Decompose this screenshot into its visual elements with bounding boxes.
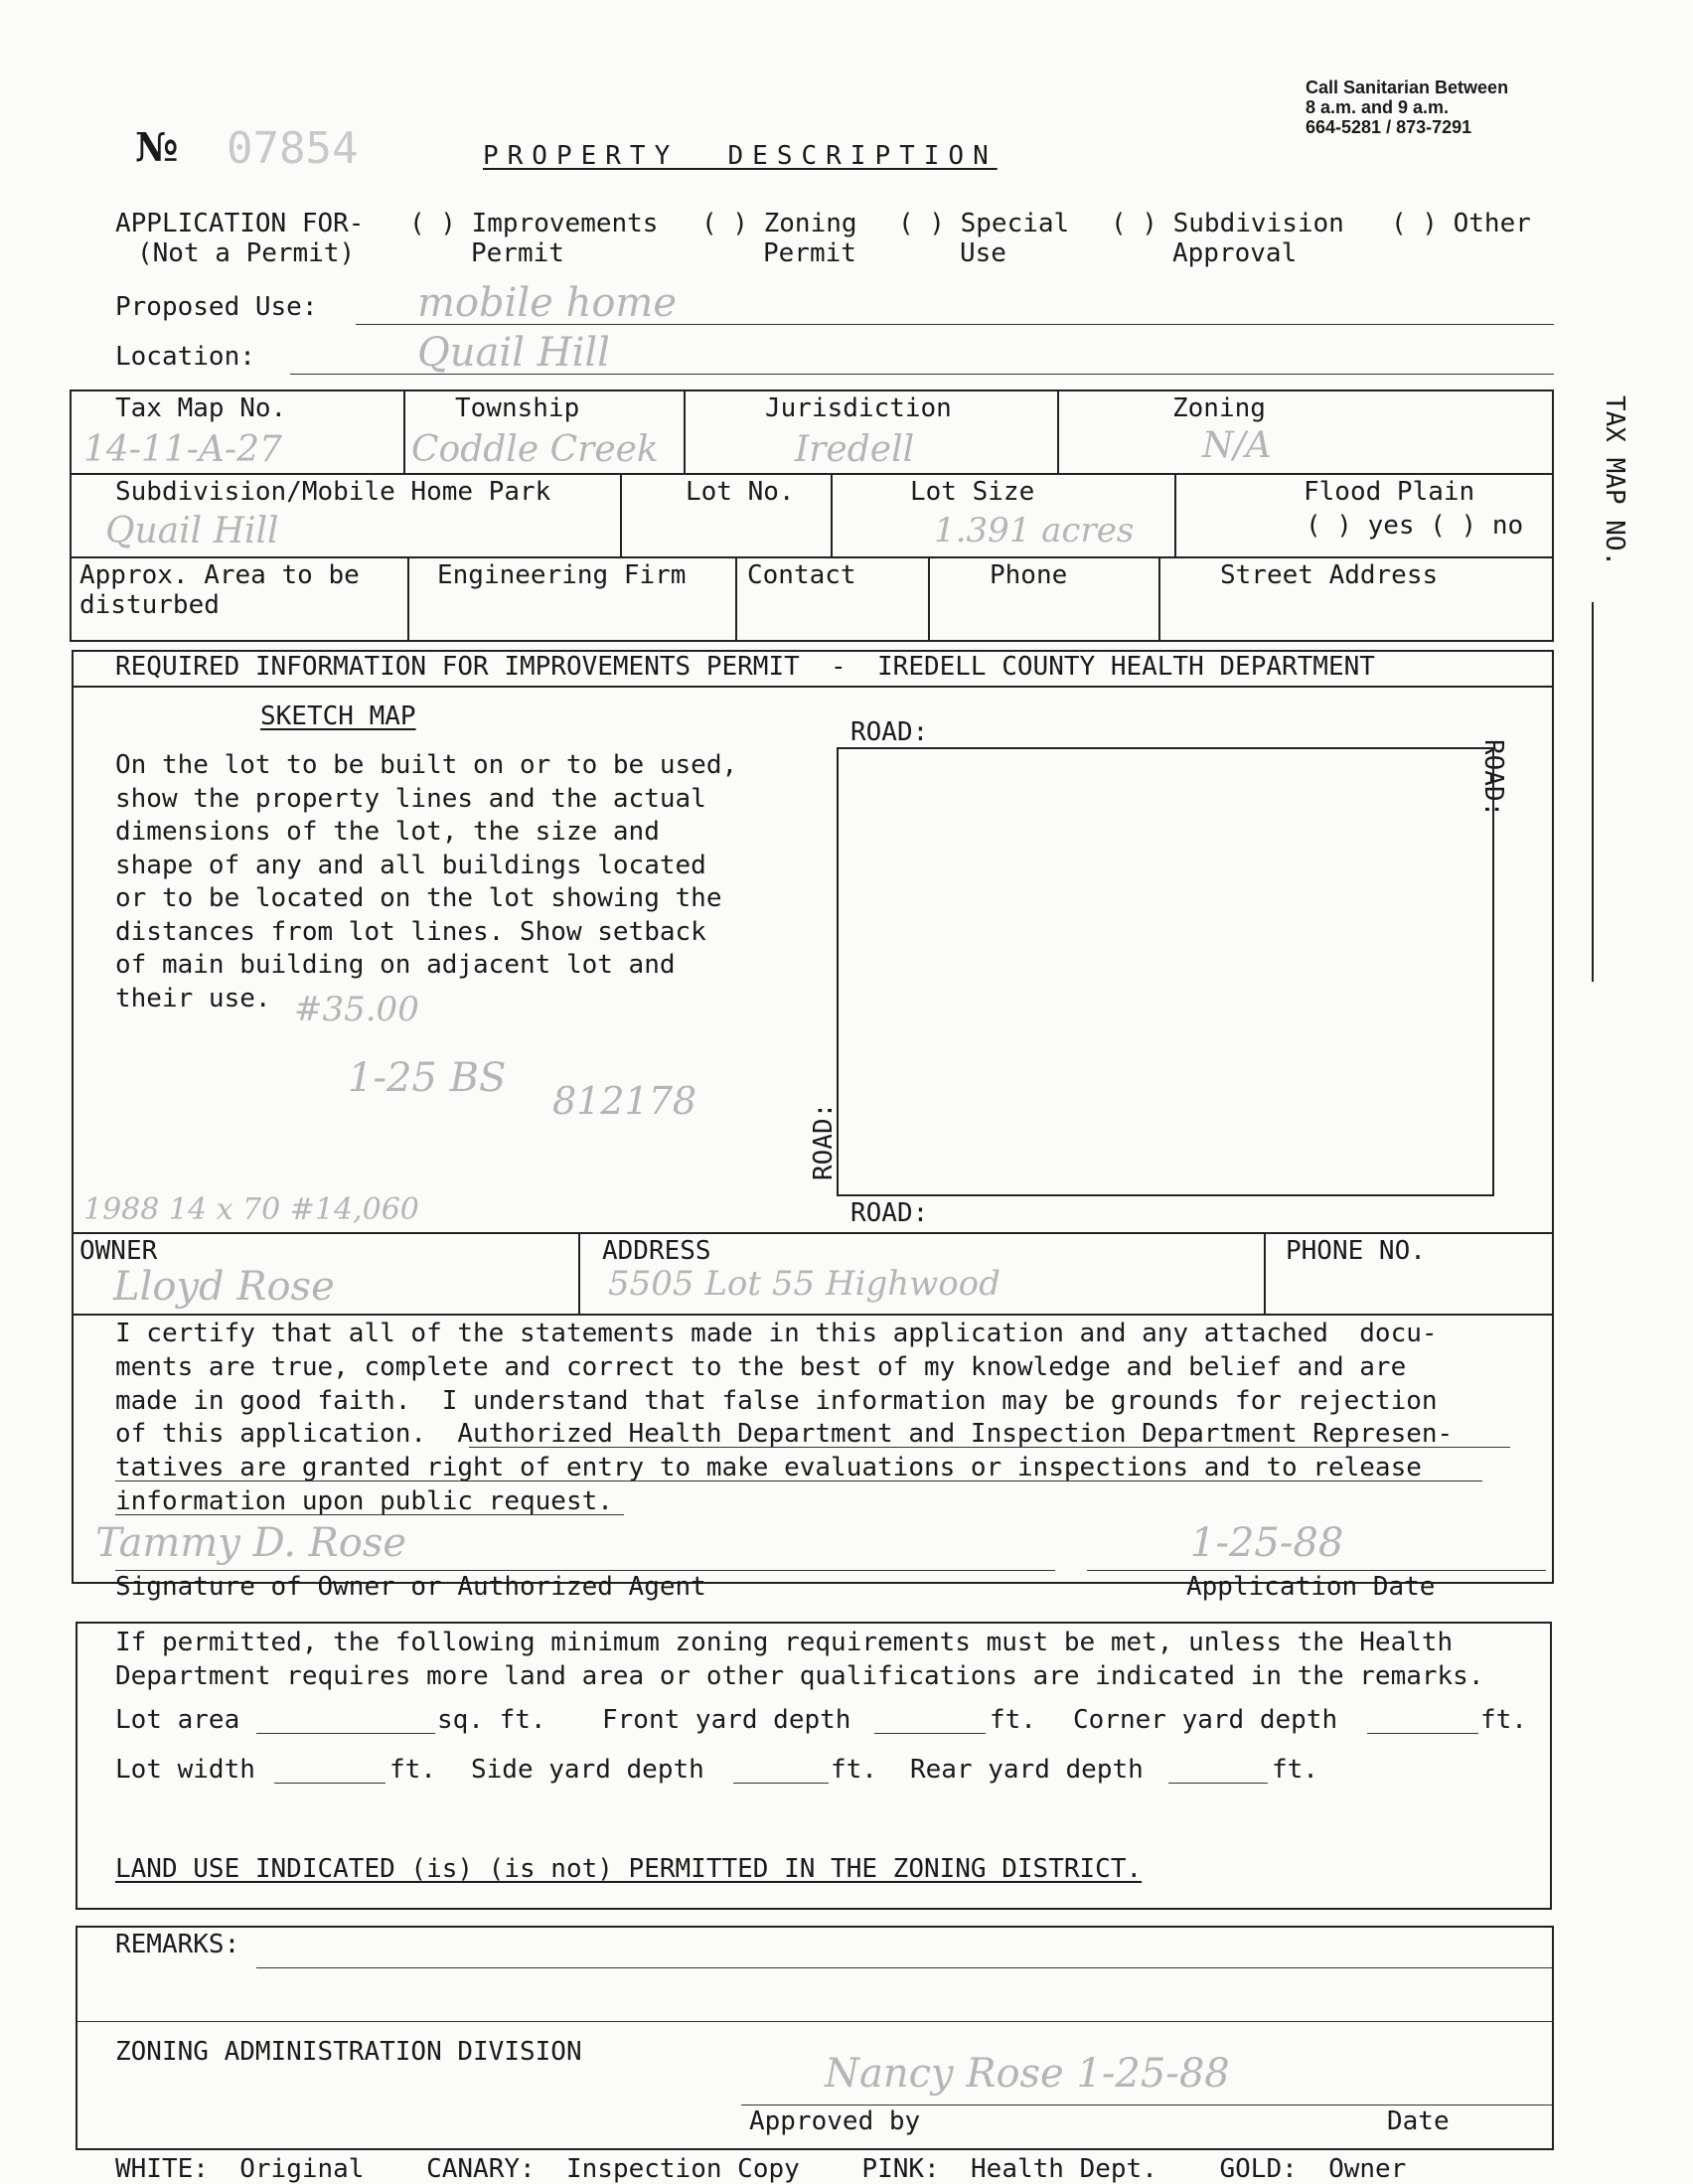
remarks-line-1[interactable] <box>256 1967 1552 1968</box>
sanitarian-line-1: Call Sanitarian Between <box>1306 78 1509 97</box>
rear-yard-unit: ft. <box>1272 1755 1318 1785</box>
owner-label: OWNER <box>79 1236 158 1266</box>
side-tax-map-line <box>1592 602 1594 982</box>
checkbox-subdivision[interactable]: ( ) <box>1111 209 1157 238</box>
application-label: APPLICATION FOR- (Not a Permit) <box>115 209 365 268</box>
signature-value[interactable]: Tammy D. Rose <box>95 1520 407 1566</box>
option-zoning[interactable]: ( ) Zoning Permit <box>701 209 857 268</box>
lot-area-field[interactable] <box>256 1733 435 1734</box>
option-subdivision[interactable]: ( ) Subdivision Approval <box>1111 209 1344 268</box>
checkbox-zoning[interactable]: ( ) <box>701 209 748 238</box>
remarks-line-2[interactable] <box>76 2021 1554 2022</box>
sketch-note-3: 812178 <box>552 1079 697 1123</box>
location-label: Location: <box>115 342 255 372</box>
side-yard-field[interactable] <box>733 1783 829 1784</box>
option-improvements[interactable]: ( ) Improvements Permit <box>409 209 659 268</box>
sketch-note-1: #35.00 <box>294 990 419 1029</box>
owner-value[interactable]: Lloyd Rose <box>113 1264 335 1310</box>
engineering-firm-label: Engineering Firm <box>437 560 687 590</box>
side-yard-label: Side yard depth <box>471 1755 704 1785</box>
number-symbol: № <box>135 124 179 171</box>
lot-width-field[interactable] <box>274 1783 385 1784</box>
road-label-bottom: ROAD: <box>850 1198 929 1228</box>
pink-label: PINK: <box>861 2154 940 2184</box>
serial-number: 07854 <box>227 123 359 174</box>
zoning-division-label: ZONING ADMINISTRATION DIVISION <box>115 2037 582 2067</box>
jurisdiction-label: Jurisdiction <box>765 393 952 423</box>
checkbox-special-use[interactable]: ( ) <box>898 209 945 238</box>
front-yard-field[interactable] <box>874 1733 986 1734</box>
sanitarian-line-3: 664-5281 / 873-7291 <box>1306 117 1472 137</box>
tax-map-value[interactable]: 14-11-A-27 <box>83 429 282 470</box>
front-yard-unit: ft. <box>990 1705 1036 1735</box>
approved-by-label: Approved by <box>749 2106 921 2136</box>
improvements-header: REQUIRED INFORMATION FOR IMPROVEMENTS PERMIT - IREDELL COUNTY HEALTH DEPARTMENT <box>115 652 1375 682</box>
lot-no-label: Lot No. <box>686 477 795 507</box>
front-yard-label: Front yard depth <box>602 1705 851 1735</box>
phone-no-label: PHONE NO. <box>1286 1236 1426 1266</box>
zoning-value[interactable]: N/A <box>1202 425 1272 466</box>
approved-by-line <box>741 2105 1552 2106</box>
lot-size-label: Lot Size <box>910 477 1035 507</box>
sketch-map-box[interactable] <box>837 747 1494 1196</box>
contact-label: Contact <box>747 560 856 590</box>
proposed-use-value[interactable]: mobile home <box>417 280 678 326</box>
white-label: WHITE: <box>115 2154 209 2184</box>
sketch-instructions: On the lot to be built on or to be used, show the property lines and the actual dimensions of the lot, the size and shape of any and all buildings located or to be located on the lot showing the distances from lot lines. Show setback of main building on adjacent lot and their use. <box>115 750 738 1014</box>
sanitarian-info <box>1306 78 1508 137</box>
flood-plain-options[interactable]: ( ) yes ( ) no <box>1306 511 1524 541</box>
sketch-map-title: SKETCH MAP <box>260 702 416 731</box>
option-other[interactable]: ( ) Other <box>1391 209 1531 238</box>
signature-label: Signature of Owner or Authorized Agent <box>115 1572 706 1602</box>
street-address-label: Street Address <box>1220 560 1439 590</box>
township-label: Township <box>455 393 580 423</box>
subdivision-label: Subdivision/Mobile Home Park <box>115 477 551 507</box>
lot-width-label: Lot width <box>115 1755 255 1785</box>
area-disturbed-label: Approx. Area to be disturbed <box>79 560 360 620</box>
zoning-label: Zoning <box>1172 393 1266 423</box>
lot-area-unit: sq. ft. <box>437 1705 546 1735</box>
certification-text: I certify that all of the statements made in this application and any attached docu- ments are true, complete and correct to the best of my knowledge and belief and are made in good faith. I understand that false information may be grounds for rejection of this application. Authorized Health Department and Inspection Department Represen- tatives are granted right of entry to make evaluations or inspections and to release information upon public request. <box>115 1319 1454 1516</box>
option-special-use[interactable]: ( ) Special Use <box>898 209 1070 268</box>
flood-plain-label: Flood Plain <box>1304 477 1475 507</box>
remarks-label: REMARKS: <box>115 1930 240 1959</box>
sketch-note-2: 1-25 BS <box>348 1055 507 1101</box>
proposed-use-label: Proposed Use: <box>115 292 318 322</box>
location-value[interactable]: Quail Hill <box>417 330 610 376</box>
pink-value: Health Dept. <box>971 2154 1157 2184</box>
canary-label: CANARY: <box>426 2154 536 2184</box>
corner-yard-field[interactable] <box>1367 1733 1478 1734</box>
application-date-label: Application Date <box>1186 1572 1436 1602</box>
road-label-right: ROAD: <box>1478 739 1508 818</box>
checkbox-other[interactable]: ( ) <box>1391 209 1438 238</box>
lot-area-label: Lot area <box>115 1705 240 1735</box>
road-label-left: ROAD: <box>809 1102 839 1180</box>
approval-date-label: Date <box>1387 2106 1450 2136</box>
canary-value: Inspection Copy <box>565 2154 800 2184</box>
rear-yard-label: Rear yard depth <box>910 1755 1144 1785</box>
white-value: Original <box>239 2154 365 2184</box>
address-value[interactable]: 5505 Lot 55 Highwood <box>608 1264 1000 1304</box>
form-title: PROPERTY DESCRIPTION <box>483 141 998 171</box>
road-label-top: ROAD: <box>850 717 929 747</box>
gold-label: GOLD: <box>1219 2154 1298 2184</box>
lot-size-value[interactable]: 1.391 acres <box>934 511 1135 550</box>
checkbox-improvements[interactable]: ( ) <box>409 209 456 238</box>
signature-line <box>115 1570 1055 1571</box>
sanitarian-line-2: 8 a.m. and 9 a.m. <box>1306 97 1450 117</box>
township-value[interactable]: Coddle Creek <box>411 429 659 470</box>
phone-label: Phone <box>990 560 1068 590</box>
gold-value: Owner <box>1328 2154 1407 2184</box>
tax-map-label: Tax Map No. <box>115 393 287 423</box>
lot-width-unit: ft. <box>389 1755 436 1785</box>
rear-yard-field[interactable] <box>1168 1783 1268 1784</box>
land-use-statement: LAND USE INDICATED (is) (is not) PERMITTED IN THE ZONING DISTRICT. <box>115 1854 1143 1884</box>
address-label: ADDRESS <box>602 1236 711 1266</box>
side-yard-unit: ft. <box>831 1755 877 1785</box>
sketch-note-4: 1988 14 x 70 #14,060 <box>83 1192 419 1227</box>
side-tax-map-label: TAX MAP NO. <box>1600 395 1629 567</box>
corner-yard-unit: ft. <box>1480 1705 1527 1735</box>
zoning-intro: If permitted, the following minimum zoning requirements must be met, unless the Health Department requires more land area or other qualifications are indicated in the remarks. <box>115 1628 1484 1691</box>
approved-by-value[interactable]: Nancy Rose 1-25-88 <box>825 2051 1230 2097</box>
application-date-line <box>1087 1570 1546 1571</box>
subdivision-value[interactable]: Quail Hill <box>105 511 279 551</box>
copy-distribution <box>115 2154 1406 2184</box>
application-date-value[interactable]: 1-25-88 <box>1190 1520 1344 1566</box>
jurisdiction-value[interactable]: Iredell <box>795 429 915 470</box>
corner-yard-label: Corner yard depth <box>1073 1705 1338 1735</box>
